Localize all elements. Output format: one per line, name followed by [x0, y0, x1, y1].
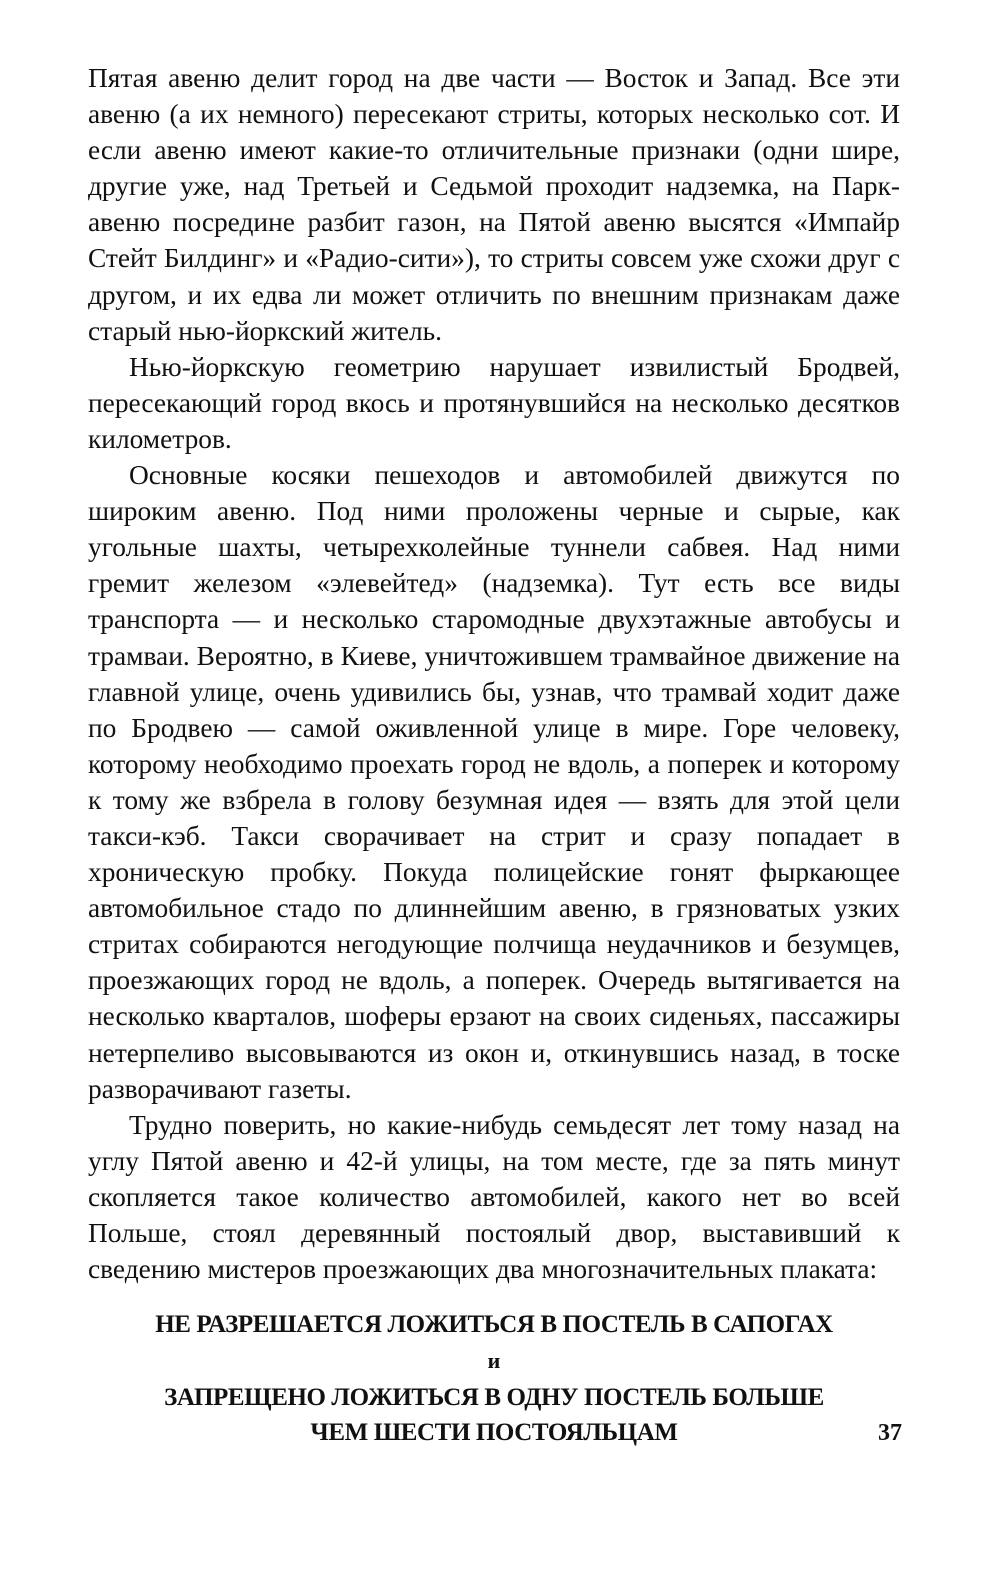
- notice-boots: НЕ РАЗРЕШАЕТСЯ ЛОЖИТЬСЯ В ПОСТЕЛЬ В САПОГАХ: [155, 1311, 833, 1339]
- paragraph-fifth-avenue: Пятая авеню делит город на две части — Восток и Запад. Все эти авеню (а их немного) пересекают стриты, которых несколько сот. И если авеню имеют какие-то отличительные признаки (одни шире, другие уже, над Третьей и Седьмой проходит надземка, на Парк-авеню посредине разбит газон, на Пятой авеню высятся «Импайр Стейт Билдинг» и «Радио-сити»), то стриты совсем уже схожи друг с другом, и их едва ли может отличить по внешним признакам даже старый нью-йоркский житель.: [88, 63, 900, 346]
- paragraph-broadway: Нью-йоркскую геометрию нарушает извилистый Бродвей, пересекающий город вкось и протянувшийся на несколько десятков километров.: [88, 351, 900, 454]
- page-body: [88, 60, 900, 1450]
- paragraph-traffic: Основные косяки пешеходов и автомобилей движутся по широким авеню. Под ними проложены черные и сырые, как угольные шахты, четырехколейные туннели сабвея. Над ними гремит железом «элевейтед» (надземка). Тут есть все виды транспорта — и несколько старомодные двухэтажные автобусы и трамваи. Вероятно, в Киеве, уничтожившем трамвайное движение на главной улице, очень удивились бы, узнав, что трамвай ходит даже по Бродвею — самой оживленной улице в мире. Горе человеку, которому необходимо проехать город не вдоль, а поперек и которому к тому же взбрела в голову безумная идея — взять для этой цели такси-кэб. Такси сворачивает на стрит и сразу попадает в хроническую пробку. Покуда полицейские гонят фыркающее автомобильное стадо по длиннейшим авеню, в грязноватых узких стритах собираются негодующие полчища неудачников и безумцев, проезжающих город не вдоль, а поперек. Очередь вытягивается на несколько кварталов, шоферы ерзают на своих сиденьях, пассажиры нетерпеливо высовываются из окон и, откинувшись назад, в тоске разворачивают газеты.: [88, 460, 900, 1104]
- notice-conjunction: и: [487, 1348, 501, 1374]
- notice-bed-limit-line-1: ЗАПРЕЩЕНО ЛОЖИТЬСЯ В ОДНУ ПОСТЕЛЬ БОЛЬШЕ: [164, 1384, 824, 1412]
- inn-notices: [88, 1307, 900, 1450]
- page-number: 37: [878, 1420, 902, 1446]
- notice-bed-limit-line-2: ЧЕМ ШЕСТИ ПОСТОЯЛЬЦАМ: [310, 1419, 678, 1447]
- paragraph-inn-history: Трудно поверить, но какие-нибудь семьдесят лет тому назад на углу Пятой авеню и 42-й улицы, на том месте, где за пять минут скопляется такое количество автомобилей, какого нет во всей Польше, стоял деревянный постоялый двор, выставивший к сведению мистеров проезжающих два многозначительных плаката:: [88, 1109, 900, 1285]
